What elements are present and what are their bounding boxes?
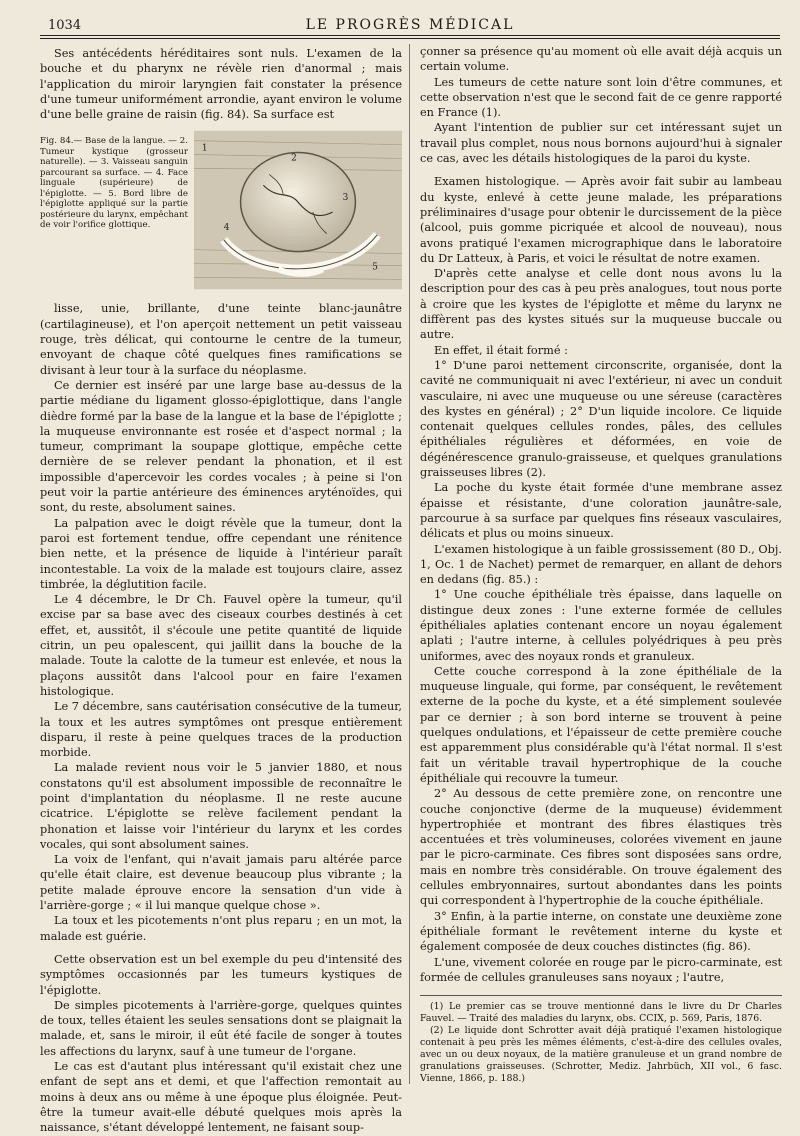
right-column [420,44,782,1085]
figure-illustration [194,130,402,290]
paragraph: Le 7 décembre, sans cautérisation consécutive de la tumeur, la toux et les autres symptômes ont presque entièrement disparu, il reste à peine quelques traces de la production morbide. [40,700,402,760]
paragraph: Les tumeurs de cette nature sont loin d'être communes, et cette observation n'est que le second fait de ce genre rapporté en France (1). [420,75,782,120]
paragraph: 2° Au dessous de cette première zone, on rencontre une couche conjonctive (derme de la muqueuse) évidemment hypertrophiée et montrant des fibres élastiques très accentuées et très volumineuses, colorées vivement en jaune par le picro-carminate. Ces fibres sont disposées sans ordre, mais en nombre très considérable. On trouve également des cellules embryonnaires, surtout abondantes dans les points qui correspondent à l'hypertrophie de la couche épithéliale. [420,787,782,908]
footnotes [420,995,782,1085]
paragraph: La poche du kyste était formée d'une membrane assez épaisse et résistante, d'une coloration jaunâtre-sale, parcourue à sa surface par quelques fins réseaux vasculaires, délicats et plus ou moins sinueux. [420,481,782,541]
paragraph: De simples picotements à l'arrière-gorge, quelques quintes de toux, telles étaient les seules sensations dont se plaignait la malade, et, sans le miroir, il eût été facile de songer à toutes les affections du larynx, sauf à une tumeur de l'organe. [40,998,402,1058]
paragraph: En effet, il était formé : [434,343,568,357]
svg-text:5: 5 [372,262,378,273]
paragraph: Ses antécédents héréditaires sont nuls. L'examen de la bouche et du pharynx ne révèle rien d'anormal ; mais l'application du miroir laryngien fait constater la présence d'une tumeur uniformément arrondie, ayant environ le volume d'une belle graine de raisin (fig. 84). Sa surface est [40,47,402,122]
svg-text:2: 2 [291,153,297,164]
paragraph: D'après cette analyse et celle dont nous avons lu la description pour des cas à peu près analogues, tout nous porte à croire que les kystes de l'épiglotte et même du larynx ne diffèrent pas des kystes situés sur la muqueuse buccale ou autre. [420,267,782,342]
header-rule-thin [40,38,780,39]
paragraph: Cette couche correspond à la zone épithéliale de la muqueuse linguale, qui forme, par conséquent, le revêtement externe de la poche du kyste, et a été simplement soulevée par ce dernier ; à son bord interne se trouvent à peine quelques ondulations, et l'épaisseur de cette première couche est apparemment plus considérable qu'à l'état normal. Il s'est fait un véritable travail hypertrophique de la couche épithéliale qui recouvre la tumeur. [420,664,782,785]
paragraph: 1° Une couche épithéliale très épaisse, dans laquelle on distingue deux zones : l'une externe formée de cellules épithéliales aplaties contenant encore un noyau également aplati ; l'autre interne, à cellules polyédriques à peu près uniformes, avec des noyaux ronds et granuleux. [420,588,782,663]
column-divider [409,44,410,1084]
paragraph: lisse, unie, brillante, d'une teinte blanc-jaunâtre (cartilagineuse), et l'on aperçoit nettement un petit vaisseau rouge, très délicat, qui contourne le centre de la tumeur, envoyant de chaque côté quelques fines ramifications se divisant à leur tour à la surface du néoplasme. [40,302,402,377]
paragraph: La malade revient nous voir le 5 janvier 1880, et nous constatons qu'il est absolument impossible de reconnaître le point d'implantation du néoplasme. Il ne reste aucune cicatrice. L'épiglotte se relève facilement pendant la phonation et laisse voir l'intérieur du larynx et les cordes vocales, qui sont absolument saines. [40,761,402,851]
paragraph: Cette observation est un bel exemple du peu d'intensité des symptômes occasionnés par les tumeurs kystiques de l'épiglotte. [40,952,402,997]
svg-text:3: 3 [342,193,349,204]
paragraph: La voix de l'enfant, qui n'avait jamais paru altérée parce qu'elle était claire, est devenue beaucoup plus vibrante ; la petite malade éprouve encore la sensation d'un vide à l'arrière-gorge ; « il lui manque quelque chose ». [40,853,402,913]
paragraph: 3° Enfin, à la partie interne, on constate une deuxième zone épithéliale formant le revêtement interne du kyste et également composée de deux couches distinctes (fig. 86). [420,909,782,954]
paragraph: La palpation avec le doigt révèle que la tumeur, dont la paroi est fortement tendue, offre cependant une rénitence bien nette, et la présence de liquide à l'intérieur paraît incontestable. La voix de la malade est toujours claire, assez timbrée, la déglutition facile. [40,516,402,591]
paragraph: çonner sa présence qu'au moment où elle avait déjà acquis un certain volume. [420,45,782,74]
svg-text:1: 1 [201,144,208,155]
section-paragraph: Examen histologique. — Après avoir fait subir au lambeau du kyste, enlevé à cette jeune malade, les préparations préliminaires d'usage pour obtenir le durcissement de la pièce (alcool, puis gomme picriquée et alcool de nouveau), nous avons pratiqué l'examen micrographique dans le laboratoire du Dr Latteux, à Paris, et voici le résultat de notre examen. [420,175,782,265]
tumor-illustration-icon [194,130,402,290]
footnote: (1) Le premier cas se trouve mentionné dans le livre du Dr Charles Fauvel. — Traité des maladies du larynx, obs. CCIX, p. 569, Paris, 1876. [420,1001,782,1025]
page-number: 1034 [48,18,82,33]
figure-caption: Fig. 84.— Base de la langue. — 2. Tumeur kystique (grosseur naturelle). — 3. Vaisseau sanguin parcourant sa surface. — 4. Face linguale (supérieure) de l'épiglotte. — 5. Bord libre de l'épiglotte appliqué sur la partie postérieure du larynx, empêchant de voir l'orifice glottique. [40,136,188,231]
paragraph: Ayant l'intention de publier sur cet intéressant sujet un travail plus complet, nous nous bornons aujourd'hui à signaler ce cas, avec les détails histologiques de la paroi du kyste. [420,121,782,166]
paragraph: La toux et les picotements n'ont plus reparu ; en un mot, la malade est guérie. [40,914,402,943]
header-rule [40,35,780,36]
paragraph: L'examen histologique à un faible grossissement (80 D., Obj. 1, Oc. 1 de Nachet) permet de remarquer, en allant de dehors en dedans (fig. 85.) : [420,542,782,587]
paragraph: L'une, vivement colorée en rouge par le picro-carminate, est formée de cellules granuleuses sans noyaux ; l'autre, [420,955,782,984]
figure-84 [40,130,402,295]
paragraph: Le cas est d'autant plus intéressant qu'il existait chez une enfant de sept ans et demi, et que l'affection remontait au moins à deux ans ou même à une époque plus éloignée. Peut-être la tumeur avait-elle débuté quelques mois après la naissance, s'étant développé lentement, ne faisant soup- [40,1060,402,1135]
footnote: (2) Le liquide dont Schrotter avait déjà pratiqué l'examen histologique contenait à peu près les mêmes éléments, c'est-à-dire des cellules ovales, avec un ou deux noyaux, de la matière granuleuse et un grand nombre de granulations graisseuses. (Schrotter, Mediz. Jahrbüch, XII vol., 6 fasc. Vienne, 1866, p. 188.) [420,1025,782,1085]
running-title: LE PROGRÈS MÉDICAL [305,17,515,33]
left-column [40,46,402,1136]
svg-text:4: 4 [223,223,230,234]
paragraph: Ce dernier est inséré par une large base au-dessus de la partie médiane du ligament glosso-épiglottique, dans l'angle dièdre formé par la base de la langue et la base de l'épiglotte ; la muqueuse environnante est rosée et d'aspect normal ; la tumeur, comprimant la soupape glottique, empêche cette dernière de se relever pendant la phonation, et il est impossible d'apercevoir les cordes vocales ; à peine si l'on peut voir la partie antérieure des éminences aryténoïdes, qui sont, du reste, absolument saines. [40,378,402,515]
paragraph: Le 4 décembre, le Dr Ch. Fauvel opère la tumeur, qu'il excise par sa base avec des ciseaux courbes destinés à cet effet, et, aussitôt, il s'écoule une petite quantité de liquide citrin, un peu opalescent, qui jaillit dans la bouche de la malade. Toute la calotte de la tumeur est enlevée, et nous la plaçons aussitôt dans l'alcool pour en faire l'examen histologique. [40,593,402,698]
paragraph: 1° D'une paroi nettement circonscrite, organisée, dont la cavité ne communiquait ni avec l'extérieur, ni avec un conduit vasculaire, ni avec une muqueuse ou une séreuse (caractères des kystes en général) ; 2° D'un liquide incolore. Ce liquide contenait quelques cellules rondes, pâles, des cellules épithéliales régulières et déformées, en voie de dégénérescence granulo-graisseuse, et quelques granulations graisseuses libres (2). [420,358,782,480]
